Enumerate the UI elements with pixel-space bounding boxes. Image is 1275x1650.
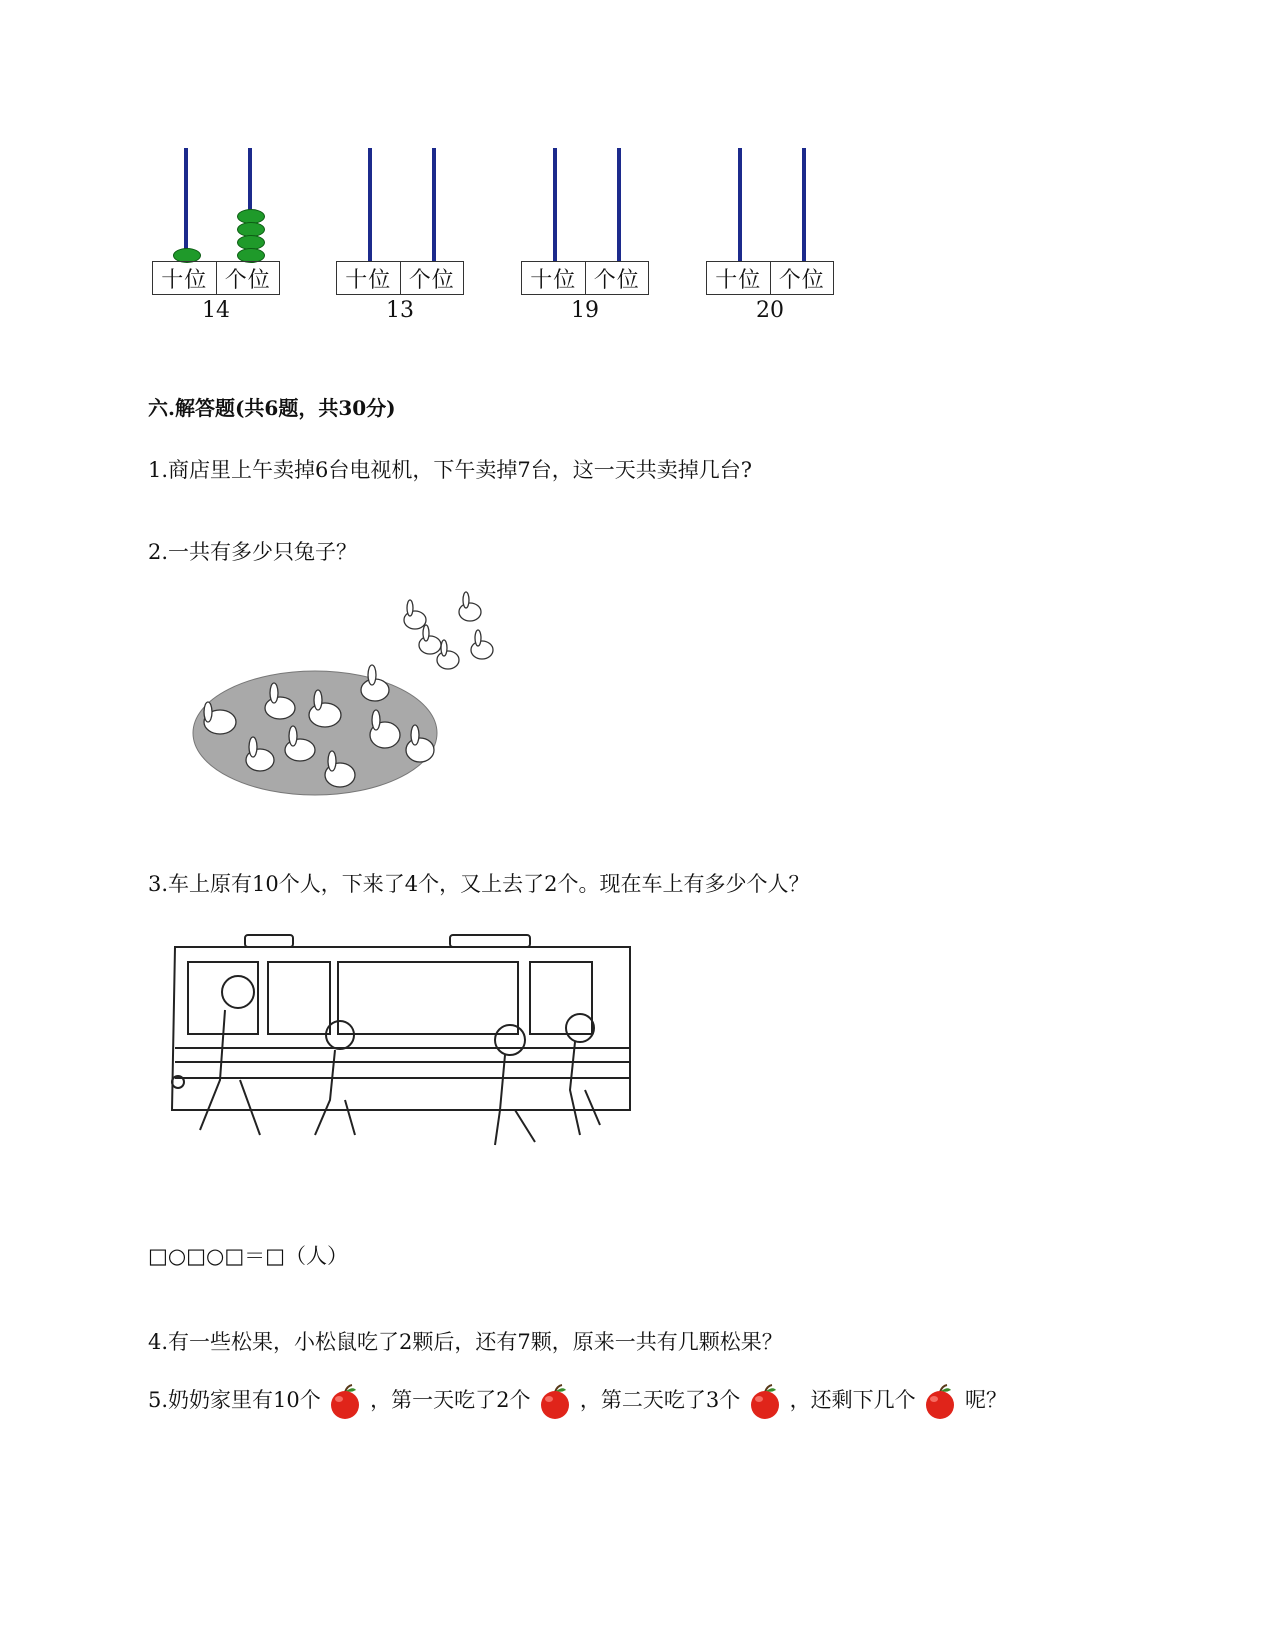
- abacus-20: [706, 148, 836, 323]
- question-5: [148, 1380, 1007, 1420]
- tens-label: 十位: [715, 267, 762, 293]
- tens-rod: [553, 148, 557, 261]
- question-1: 1.商店里上午卖掉6台电视机，下午卖掉7台，这一天共卖掉几台?: [148, 458, 753, 482]
- place-value-box: [706, 261, 834, 295]
- rabbits-illustration: [190, 590, 510, 805]
- abacus-number: 19: [571, 298, 599, 323]
- abacus-19: [521, 148, 651, 323]
- apple-icon: [538, 1384, 572, 1420]
- ones-label: 个位: [585, 262, 649, 294]
- question-3-formula: □○□○□＝□（人）: [148, 1244, 349, 1268]
- place-value-box: [521, 261, 649, 295]
- question-5-part: 呢？: [965, 1388, 1008, 1412]
- question-5-part: ，第二天吃了3个: [579, 1388, 741, 1412]
- abacus-number: 14: [202, 298, 230, 323]
- abacus-number: 20: [756, 298, 784, 323]
- apple-icon: [748, 1384, 782, 1420]
- apple-icon: [328, 1384, 362, 1420]
- tens-rod: [738, 148, 742, 261]
- abacus-14: [152, 148, 282, 323]
- abacus-number: 13: [386, 298, 414, 323]
- ones-label: 个位: [400, 262, 464, 294]
- ones-rod: [802, 148, 806, 261]
- question-2: 2.一共有多少只兔子？: [148, 540, 358, 564]
- question-5-part: 5.奶奶家里有10个: [148, 1388, 321, 1412]
- tens-rod: [184, 148, 188, 261]
- question-4: 4.有一些松果，小松鼠吃了2颗后，还有7颗，原来一共有几颗松果？: [148, 1330, 783, 1354]
- bus-illustration: [160, 930, 650, 1175]
- tens-label: 十位: [345, 267, 392, 293]
- apple-icon: [923, 1384, 957, 1420]
- tens-label: 十位: [161, 267, 208, 293]
- ones-rod: [617, 148, 621, 261]
- abacus-13: [336, 148, 466, 323]
- tens-rod: [368, 148, 372, 261]
- tens-label: 十位: [530, 267, 577, 293]
- ones-label: 个位: [770, 262, 834, 294]
- question-5-part: ，第一天吃了2个: [370, 1388, 531, 1412]
- place-value-box: [152, 261, 280, 295]
- section-heading: 六.解答题(共6题，共30分): [148, 396, 396, 420]
- question-5-part: ，还剩下几个: [789, 1388, 916, 1412]
- ones-rod: [432, 148, 436, 261]
- place-value-box: [336, 261, 464, 295]
- question-3: 3.车上原有10个人，下来了4个，又上去了2个。现在车上有多少个人？: [148, 872, 810, 896]
- ones-label: 个位: [216, 262, 280, 294]
